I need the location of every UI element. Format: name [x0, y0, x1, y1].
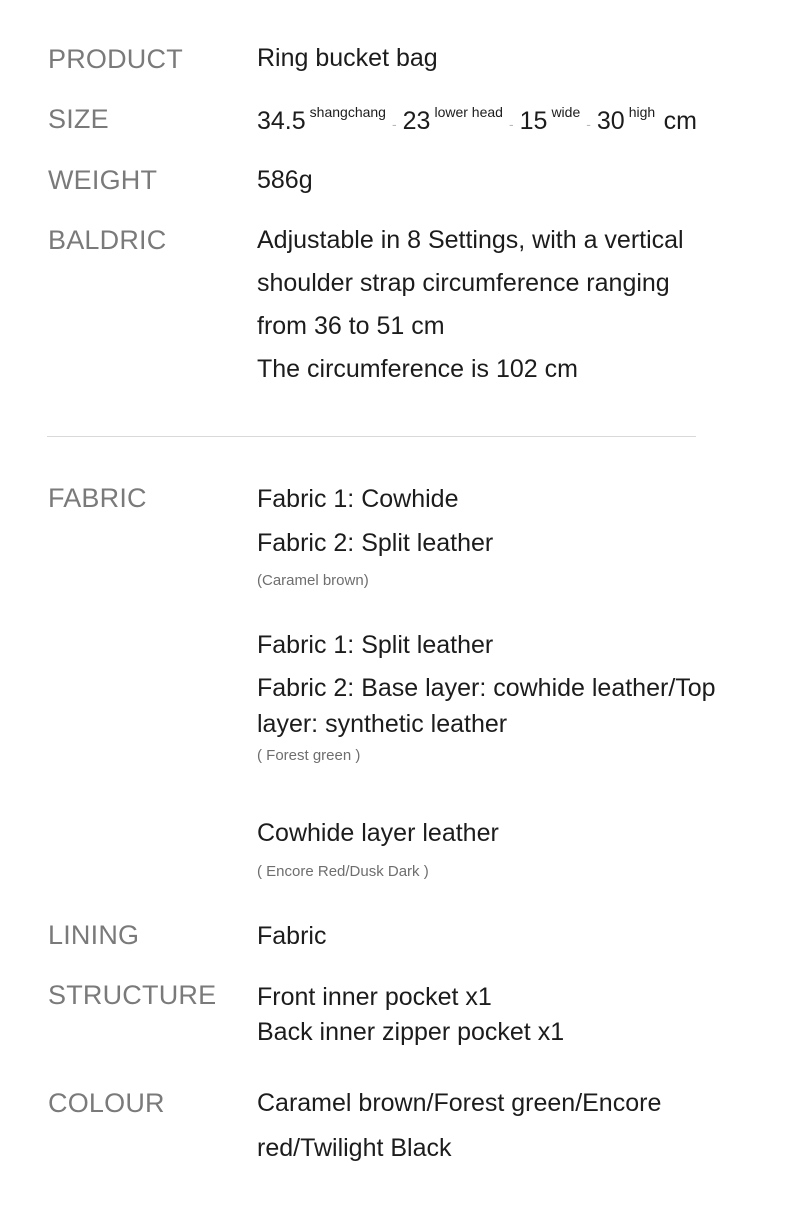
size-separator: - — [508, 116, 514, 132]
structure-line: Front inner pocket x1 — [257, 983, 492, 1011]
size-length-unit: shangchang — [309, 104, 386, 120]
weight-value: 586g — [257, 166, 313, 194]
colour-line: red/Twilight Black — [257, 1134, 452, 1162]
size-width: 15 — [519, 107, 548, 135]
fabric-line: Cowhide layer leather — [257, 819, 499, 847]
colour-label: COLOUR — [48, 1088, 165, 1118]
baldric-line: shoulder strap circumference ranging — [257, 269, 670, 297]
size-length: 34.5 — [257, 107, 306, 135]
lining-value: Fabric — [257, 922, 327, 950]
size-label: SIZE — [48, 104, 109, 134]
fabric-label: FABRIC — [48, 483, 147, 513]
structure-line: Back inner zipper pocket x1 — [257, 1018, 565, 1046]
size-lower-head: 23 — [402, 107, 431, 135]
fabric-line: Fabric 2: Base layer: cowhide leather/Top — [257, 674, 716, 702]
size-unit-cm: cm — [663, 107, 697, 135]
fabric-note: ( Encore Red/Dusk Dark ) — [257, 863, 429, 880]
size-width-unit: wide — [551, 104, 581, 120]
fabric-line: layer: synthetic leather — [257, 710, 508, 738]
size-separator: - — [391, 116, 397, 132]
product-label: PRODUCT — [48, 44, 183, 74]
size-value — [257, 104, 697, 136]
baldric-line: Adjustable in 8 Settings, with a vertical — [257, 226, 684, 254]
size-height-unit: high — [628, 104, 656, 120]
structure-label: STRUCTURE — [48, 980, 217, 1010]
product-value: Ring bucket bag — [257, 44, 438, 72]
colour-line: Caramel brown/Forest green/Encore — [257, 1089, 662, 1117]
fabric-line: Fabric 1: Split leather — [257, 631, 494, 659]
fabric-line: Fabric 2: Split leather — [257, 529, 494, 557]
fabric-note: (Caramel brown) — [257, 572, 369, 589]
size-height: 30 — [596, 107, 625, 135]
size-lower-head-unit: lower head — [434, 104, 503, 120]
baldric-line: from 36 to 51 cm — [257, 312, 445, 340]
weight-label: WEIGHT — [48, 165, 158, 195]
size-separator: - — [586, 116, 591, 132]
fabric-note: ( Forest green ) — [257, 747, 361, 764]
fabric-line: Fabric 1: Cowhide — [257, 485, 459, 513]
lining-label: LINING — [48, 920, 140, 950]
section-divider — [47, 436, 696, 437]
baldric-label: BALDRIC — [48, 225, 167, 255]
baldric-line: The circumference is 102 cm — [257, 355, 578, 383]
